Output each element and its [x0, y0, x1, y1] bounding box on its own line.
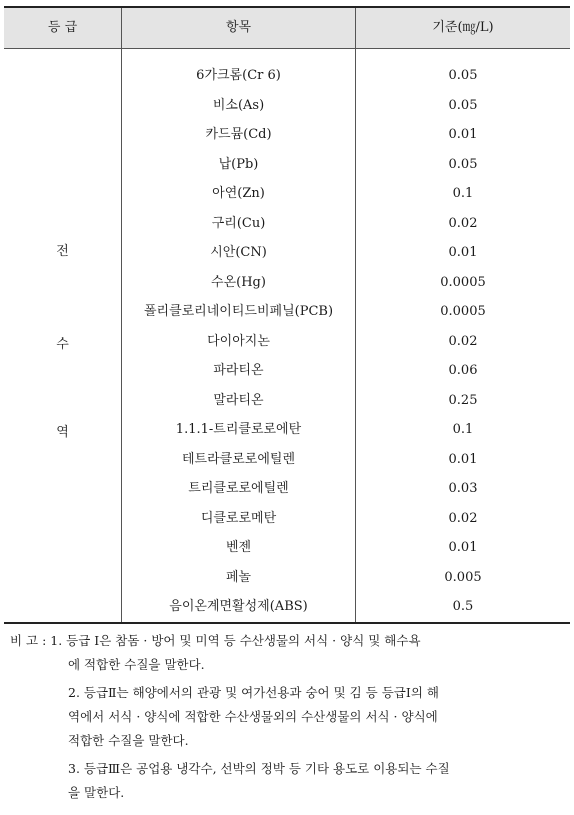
standard-value: 0.02 [448, 510, 478, 526]
item-name: 다이아지논 [207, 333, 270, 349]
table-row [122, 563, 570, 593]
grade-char: 수 [56, 337, 69, 352]
remark-line: 비 고 : 1. 등급 Ⅰ은 참돔 · 방어 및 미역 등 수산생물의 서식 · 양식 및 해수욕 [10, 633, 421, 648]
header-grade: 등 급 [47, 20, 78, 35]
item-name: 수온(Hg) [211, 274, 266, 290]
header-item: 항목 [225, 20, 252, 35]
item-name: 비소(As) [212, 97, 265, 113]
standard-value: 0.01 [448, 127, 478, 142]
standard-value: 0.02 [448, 215, 478, 231]
item-name: 아연(Zn) [212, 186, 265, 201]
remark-line: 역에서 서식 · 양식에 적합한 수산생물외의 수산생물의 서식 · 양식에 [68, 709, 438, 724]
remark-line: 2. 등급Ⅱ는 해양에서의 관광 및 여가선용과 숭어 및 김 등 등급Ⅰ의 해 [68, 685, 439, 700]
item-name: 카드뮴(Cd) [205, 127, 272, 142]
table-row [122, 209, 570, 239]
standard-value: 0.0005 [440, 274, 486, 290]
standard-value: 0.005 [444, 569, 482, 585]
table-row [122, 91, 570, 121]
table-row [122, 327, 570, 357]
standard-value: 0.05 [448, 97, 478, 113]
standard-value: 0.01 [448, 540, 478, 555]
remark-line: 에 적합한 수질을 말한다. [68, 657, 205, 672]
item-name: 폴리클로리네이티드비페닐(PCB) [143, 304, 334, 319]
standard-value: 0.05 [448, 68, 478, 83]
table-row [122, 150, 570, 180]
item-name: 벤젠 [225, 540, 252, 555]
standard-value: 0.1 [452, 422, 474, 437]
item-name: 트리클로로에틸렌 [188, 481, 289, 496]
water-quality-table [4, 6, 570, 624]
standard-value: 0.06 [448, 363, 478, 378]
table-row [122, 356, 570, 386]
standard-value: 0.02 [448, 333, 478, 349]
table-row [122, 179, 570, 209]
item-name: 음이온계면활성제(ABS) [169, 599, 308, 614]
standard-value: 0.01 [448, 245, 478, 260]
standard-value: 0.0005 [440, 304, 486, 319]
grade-char: 역 [56, 425, 69, 440]
remark-line: 3. 등급Ⅲ은 공업용 냉각수, 선박의 정박 등 기타 용도로 이용되는 수질 [68, 761, 450, 776]
table-row [122, 238, 570, 268]
remark-line: 적합한 수질을 말한다. [68, 733, 189, 748]
table-row [122, 445, 570, 475]
table-row [122, 474, 570, 504]
table-row [122, 297, 570, 327]
item-name: 테트라클로로에틸렌 [181, 451, 296, 467]
item-name: 디클로로메탄 [200, 510, 277, 526]
table-header [4, 8, 570, 49]
standard-value: 0.25 [448, 392, 478, 408]
item-name: 6가크롬(Cr 6) [196, 68, 281, 83]
table-row [122, 386, 570, 416]
item-name: 1.1.1-트리클로로에탄 [175, 422, 302, 437]
item-name: 파라티온 [213, 363, 264, 378]
grade-char: 전 [56, 244, 69, 259]
table-row [122, 61, 570, 91]
table-row [122, 120, 570, 150]
item-name: 구리(Cu) [211, 215, 266, 231]
item-name: 페놀 [225, 569, 252, 585]
standard-value: 0.01 [448, 451, 478, 467]
table-row [122, 504, 570, 534]
header-standard: 기준(㎎/L) [432, 20, 494, 35]
standard-value: 0.03 [448, 481, 478, 496]
standard-value: 0.1 [452, 186, 474, 201]
standard-value: 0.5 [452, 599, 474, 614]
item-name: 말라티온 [213, 392, 264, 408]
table-row [122, 268, 570, 298]
remark-line: 을 말한다. [68, 785, 125, 800]
item-name: 납(Pb) [218, 156, 259, 172]
table-row [122, 533, 570, 563]
standard-value: 0.05 [448, 156, 478, 172]
table-row [122, 415, 570, 445]
table-row [122, 592, 570, 622]
item-name: 시안(CN) [210, 245, 267, 260]
